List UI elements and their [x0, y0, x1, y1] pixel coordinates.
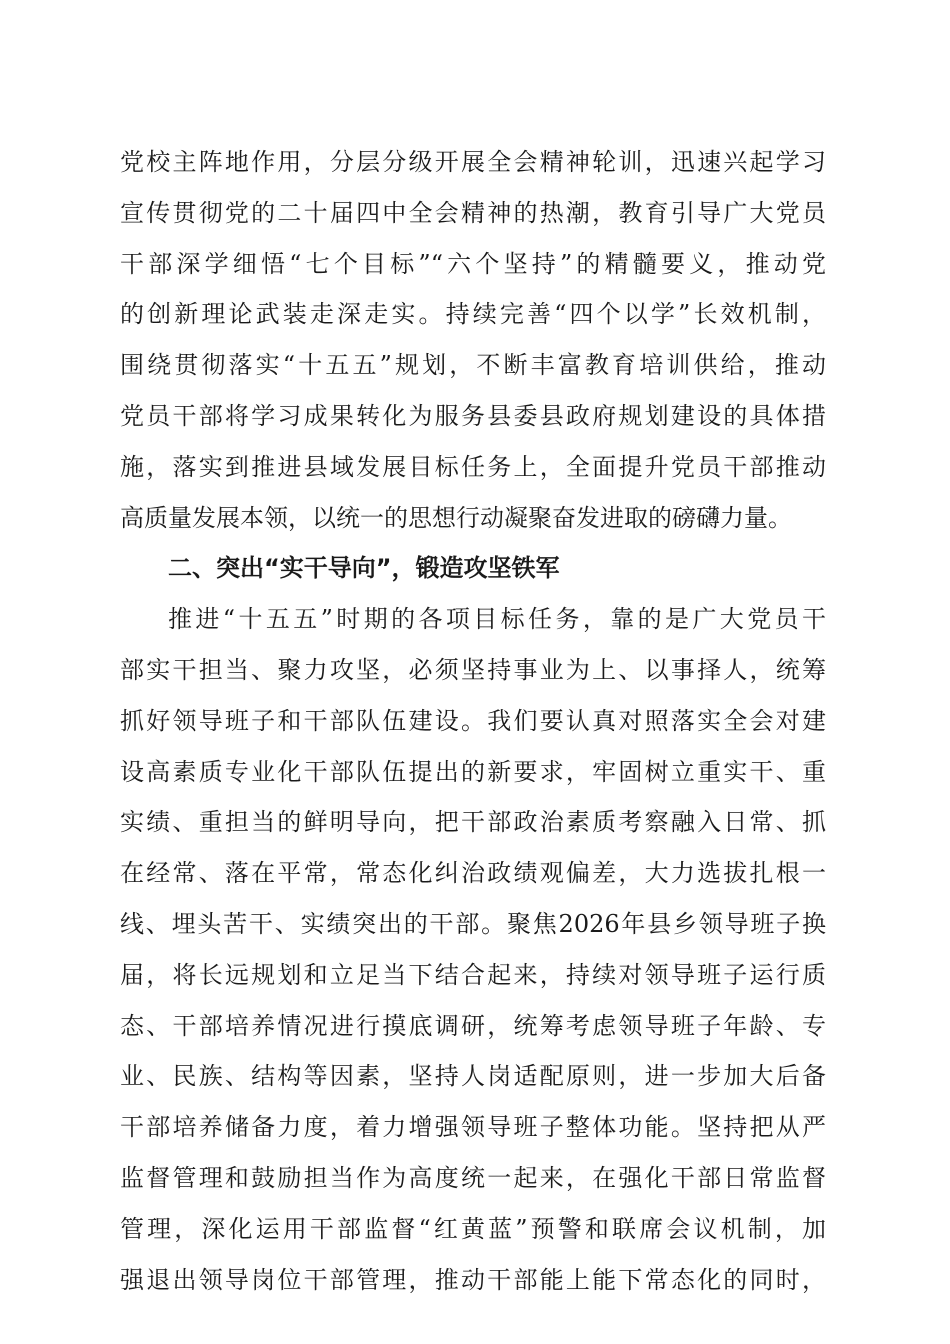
document-body	[120, 137, 826, 1305]
paragraph-2	[120, 594, 826, 1305]
text-line: 管理，深化运用干部监督“红黄蓝”预警和联席会议机制，加	[120, 1214, 826, 1243]
text-line: 高质量发展本领，以统一的思想行动凝聚奋发进取的磅礴力量。	[120, 503, 792, 532]
text-line: 干部培养储备力度，着力增强领导班子整体功能。坚持把从严	[120, 1113, 826, 1142]
text-line: 线、埋头苦干、实绩突出的干部。聚焦2026年县乡领导班子换	[120, 909, 826, 938]
text-line: 态、干部培养情况进行摸底调研，统筹考虑领导班子年龄、专	[120, 1011, 826, 1040]
text-line: 党员干部将学习成果转化为服务县委县政府规划建设的具体措	[120, 401, 826, 430]
text-line: 的创新理论武装走深走实。持续完善“四个以学”长效机制，	[120, 300, 826, 329]
text-line: 届，将长远规划和立足当下结合起来，持续对领导班子运行质	[120, 960, 826, 989]
paragraph-1	[120, 137, 826, 543]
text-line: 抓好领导班子和干部队伍建设。我们要认真对照落实全会对建	[120, 706, 826, 735]
text-line: 党校主阵地作用，分层分级开展全会精神轮训，迅速兴起学习	[120, 148, 826, 176]
text-line: 强退出领导岗位干部管理，推动干部能上能下常态化的同时，	[120, 1265, 826, 1294]
text-line: 干部深学细悟“七个目标”“六个坚持”的精髓要义，推动党	[120, 249, 826, 278]
section-heading: 二、突出“实干导向”，锻造攻坚铁军	[168, 554, 560, 583]
text-line: 围绕贯彻落实“十五五”规划，不断丰富教育培训供给，推动	[120, 351, 826, 380]
text-line: 推进“十五五”时期的各项目标任务，靠的是广大党员干	[168, 605, 826, 634]
text-line: 实绩、重担当的鲜明导向，把干部政治素质考察融入日常、抓	[120, 808, 826, 837]
text-line: 设高素质专业化干部队伍提出的新要求，牢固树立重实干、重	[120, 757, 826, 786]
text-line: 施，落实到推进县域发展目标任务上，全面提升党员干部推动	[120, 452, 826, 481]
text-line: 在经常、落在平常，常态化纠治政绩观偏差，大力选拔扎根一	[120, 859, 826, 888]
text-line: 宣传贯彻党的二十届四中全会精神的热潮，教育引导广大党员	[120, 198, 826, 227]
text-line: 部实干担当、聚力攻坚，必须坚持事业为上、以事择人，统筹	[120, 655, 826, 684]
text-line: 业、民族、结构等因素，坚持人岗适配原则，进一步加大后备	[120, 1062, 826, 1091]
text-line: 监督管理和鼓励担当作为高度统一起来，在强化干部日常监督	[120, 1163, 826, 1192]
